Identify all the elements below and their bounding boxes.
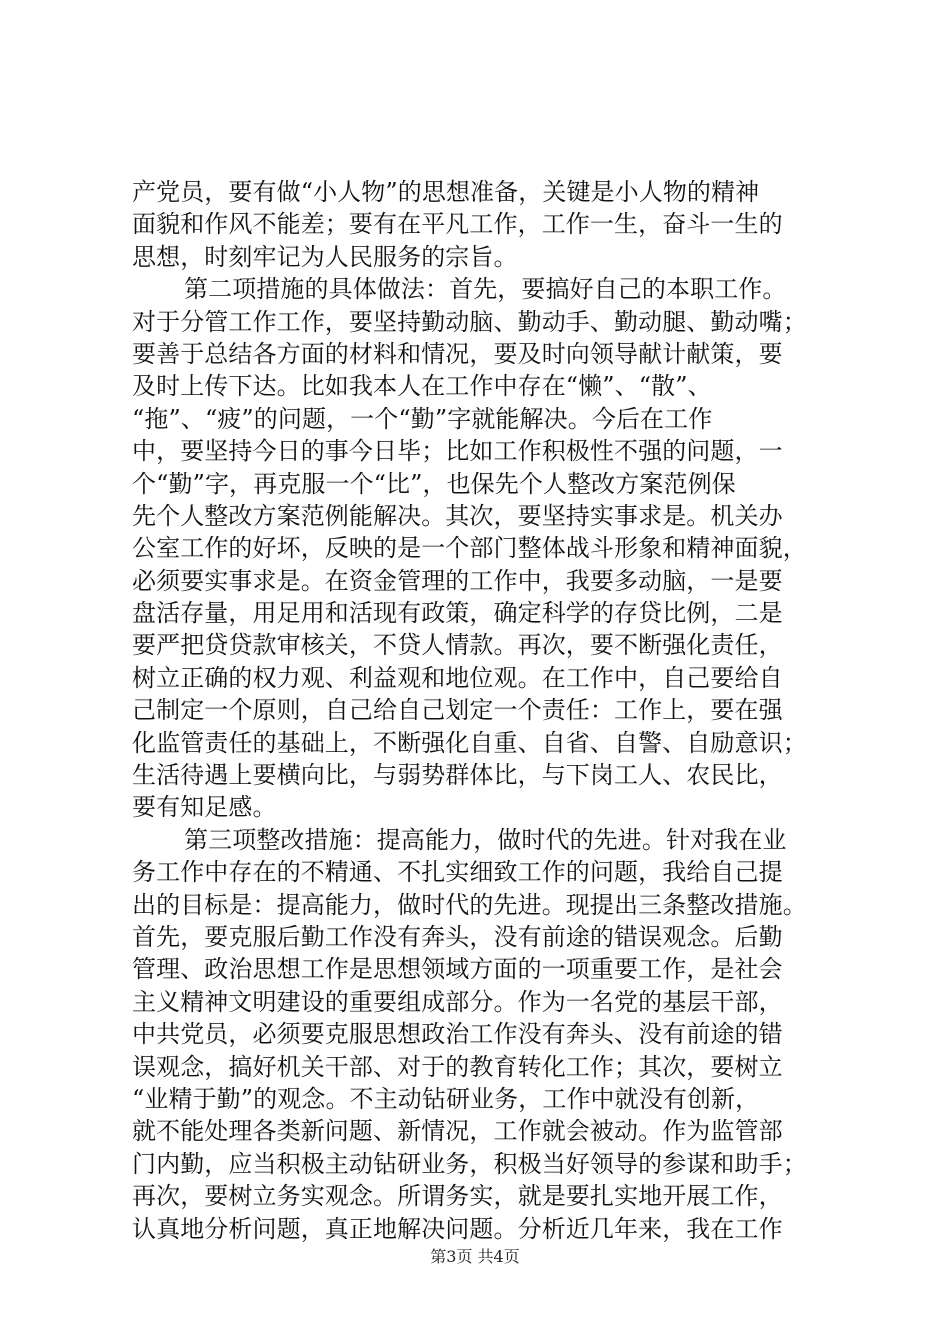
text-line: 及时上传下达。比如我本人在工作中存在“懒”、“散”、 — [132, 372, 712, 401]
text-line: 个“勤”字，再克服一个“比”，也保先个人整改方案范例保 — [132, 469, 736, 498]
text-line: 中，要坚持今日的事今日毕；比如工作积极性不强的问题，一 — [132, 437, 783, 466]
text-line: 再次，要树立务实观念。所谓务实，就是要扎实地开展工作， — [132, 1182, 783, 1211]
text-line: 己制定一个原则，自己给自己划定一个责任：工作上，要在强 — [132, 696, 783, 725]
text-line: 主义精神文明建设的重要组成部分。作为一名党的基层干部， — [132, 987, 783, 1016]
document-body — [132, 176, 832, 1245]
text-line: 务工作中存在的不精通、不扎实细致工作的问题，我给自己提 — [132, 858, 783, 887]
page-footer — [0, 1244, 950, 1267]
text-line: “业精于勤”的观念。不主动钻研业务，工作中就没有创新， — [132, 1084, 760, 1113]
text-line: 出的目标是：提高能力，做时代的先进。现提出三条整改措施。 — [132, 890, 807, 919]
text-line: 生活待遇上要横向比，与弱势群体比，与下岗工人、农民比， — [132, 761, 783, 790]
text-line: 必须要实事求是。在资金管理的工作中，我要多动脑，一是要 — [132, 566, 783, 595]
paragraph-start-line: 第三项整改措施：提高能力，做时代的先进。针对我在业 — [184, 825, 787, 854]
text-line: 公室工作的好坏，反映的是一个部门整体战斗形象和精神面貌， — [132, 534, 807, 563]
text-line: 门内勤，应当积极主动钻研业务，积极当好领导的参谋和助手； — [132, 1149, 807, 1178]
text-line: 盘活存量，用足用和活现有政策，确定科学的存贷比例，二是 — [132, 599, 783, 628]
text-line: 对于分管工作工作，要坚持勤动脑、勤动手、勤动腿、勤动嘴； — [132, 307, 807, 336]
text-line: 先个人整改方案范例能解决。其次，要坚持实事求是。机关办 — [132, 501, 783, 530]
text-line: 面貌和作风不能差；要有在平凡工作，工作一生，奋斗一生的 — [132, 210, 783, 239]
paragraph-start-line: 第二项措施的具体做法：首先，要搞好自己的本职工作。 — [184, 275, 787, 304]
text-line: 要善于总结各方面的材料和情况，要及时向领导献计献策，要 — [132, 339, 783, 368]
text-line: 首先，要克服后勤工作没有奔头，没有前途的错误观念。后勤 — [132, 922, 783, 951]
text-line: “拖”、“疲”的问题，一个“勤”字就能解决。今后在工作 — [132, 404, 713, 433]
text-line: 要严把贷贷款审核关，不贷人情款。再次，要不断强化责任， — [132, 631, 783, 660]
text-line: 就不能处理各类新问题、新情况，工作就会被动。作为监管部 — [132, 1117, 783, 1146]
page-number-label: 第3页 共4页 — [430, 1247, 520, 1266]
text-line: 化监管责任的基础上，不断强化自重、自省、自警、自励意识； — [132, 728, 807, 757]
text-line: 认真地分析问题，真正地解决问题。分析近几年来，我在工作 — [132, 1214, 783, 1243]
text-line: 要有知足感。 — [132, 793, 277, 822]
text-line: 思想，时刻牢记为人民服务的宗旨。 — [132, 242, 518, 271]
text-line: 误观念，搞好机关干部、对于的教育转化工作；其次，要树立 — [132, 1052, 783, 1081]
text-line: 树立正确的权力观、利益观和地位观。在工作中，自己要给自 — [132, 663, 783, 692]
text-line: 中共党员，必须要克服思想政治工作没有奔头、没有前途的错 — [132, 1020, 783, 1049]
text-line: 产党员，要有做“小人物”的思想准备，关键是小人物的精神 — [132, 178, 760, 206]
text-line: 管理、政治思想工作是思想领域方面的一项重要工作，是社会 — [132, 955, 783, 984]
